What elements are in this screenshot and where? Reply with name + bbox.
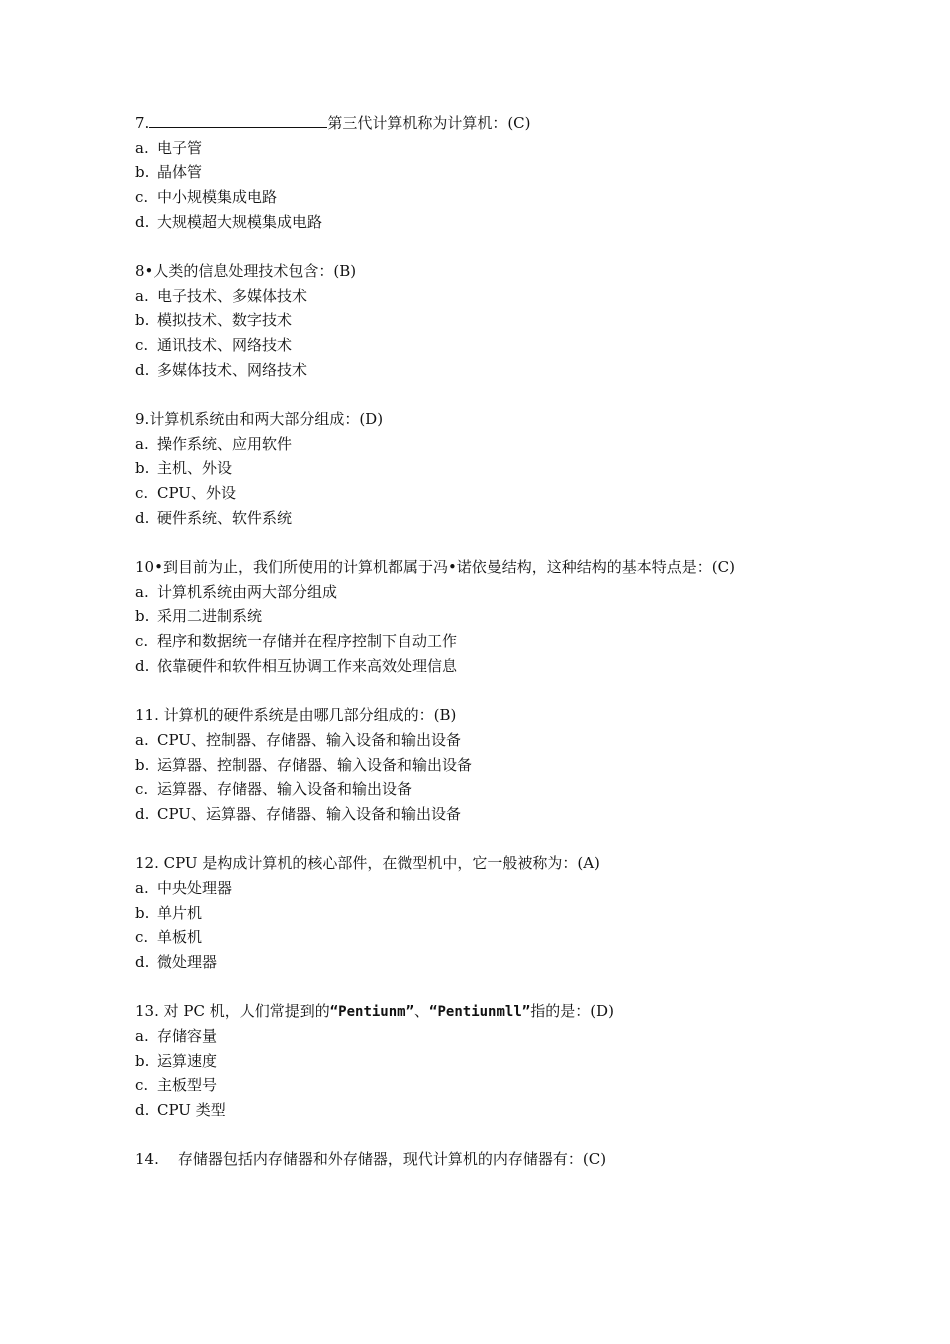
option-c: c. 通讯技术、网络技术 <box>135 336 293 355</box>
option-d: d. 硬件系统、软件系统 <box>135 508 293 527</box>
option-a: a. 存储容量 <box>135 1026 218 1045</box>
separator: 、 <box>414 1002 430 1021</box>
question-text <box>135 111 835 136</box>
question-text <box>135 703 835 728</box>
question-9 <box>135 407 835 530</box>
option-d: d. CPU、运算器、存储器、输入设备和输出设备 <box>135 804 461 823</box>
question-8 <box>135 259 835 382</box>
question-stem: 到目前为止，我们所使用的计算机都属于冯•诺依曼结构，这种结构的基本特点是：(C) <box>162 558 735 577</box>
product-name-2: “Pentiunmll” <box>429 1004 531 1021</box>
question-stem: 第三代计算机称为计算机：(C) <box>327 114 531 132</box>
option-c: c. CPU、外设 <box>135 484 236 503</box>
question-text <box>135 259 835 284</box>
option-d: d. 大规模超大规模集成电路 <box>135 212 323 231</box>
question-stem: 计算机系统由和两大部分组成：(D) <box>149 410 384 429</box>
question-7 <box>135 111 835 234</box>
question-number: 14. <box>135 1150 159 1169</box>
option-d: d. 依靠硬件和软件相互协调工作来高效处理信息 <box>135 656 458 675</box>
option-c: c. 程序和数据统一存储并在程序控制下自动工作 <box>135 632 458 651</box>
option-a: a. 计算机系统由两大部分组成 <box>135 582 338 601</box>
question-11 <box>135 703 835 826</box>
question-number: 7. <box>135 114 150 132</box>
question-text <box>135 555 835 580</box>
question-stem-part2: 指的是：(D) <box>530 1002 614 1021</box>
option-a: a. 电子管 <box>135 138 203 157</box>
option-c: c. 运算器、存储器、输入设备和输出设备 <box>135 780 413 799</box>
question-13 <box>135 999 835 1122</box>
option-b: b. 主机、外设 <box>135 459 233 478</box>
question-stem-part1: 对 PC 机，人们常提到的 <box>158 1002 330 1021</box>
option-a: a. 电子技术、多媒体技术 <box>135 286 308 305</box>
question-10 <box>135 555 835 678</box>
option-d: d. 微处理器 <box>135 952 218 971</box>
option-b: b. 运算器、控制器、存储器、输入设备和输出设备 <box>135 755 473 774</box>
option-b: b. 采用二进制系统 <box>135 607 263 626</box>
option-c: c. 主板型号 <box>135 1076 218 1095</box>
option-c: c. 中小规模集成电路 <box>135 188 278 207</box>
question-text <box>135 1147 835 1172</box>
question-number: 12. <box>135 854 159 873</box>
question-number: 10• <box>135 558 163 577</box>
document-page <box>135 111 835 1197</box>
question-number: 13. <box>135 1002 159 1021</box>
option-a: a. 中央处理器 <box>135 878 233 897</box>
option-b: b. 模拟技术、数字技术 <box>135 311 293 330</box>
option-d: d. 多媒体技术、网络技术 <box>135 360 308 379</box>
question-number: 9. <box>135 410 150 429</box>
question-12 <box>135 851 835 974</box>
question-stem: 计算机的硬件系统是由哪几部分组成的：(B) <box>158 706 457 725</box>
question-stem: 存储器包括内存储器和外存储器，现代计算机的内存储器有：(C) <box>158 1150 607 1169</box>
question-number: 11. <box>135 706 159 725</box>
question-stem: CPU 是构成计算机的核心部件，在微型机中，它一般被称为：(A) <box>158 854 600 873</box>
option-b: b. 晶体管 <box>135 163 203 182</box>
question-14 <box>135 1147 835 1172</box>
option-a: a. 操作系统、应用软件 <box>135 434 293 453</box>
option-b: b. 单片机 <box>135 903 203 922</box>
answer-blank <box>149 113 327 128</box>
question-text <box>135 999 835 1024</box>
question-text <box>135 407 835 432</box>
option-b: b. 运算速度 <box>135 1051 218 1070</box>
question-stem: 人类的信息处理技术包含：(B) <box>153 262 357 281</box>
product-name-1: “Pentiunm” <box>329 1004 415 1021</box>
option-c: c. 单板机 <box>135 928 203 947</box>
question-text <box>135 851 835 876</box>
option-a: a. CPU、控制器、存储器、输入设备和输出设备 <box>135 730 461 749</box>
option-d: d. CPU 类型 <box>135 1100 226 1119</box>
question-number: 8• <box>135 262 154 281</box>
